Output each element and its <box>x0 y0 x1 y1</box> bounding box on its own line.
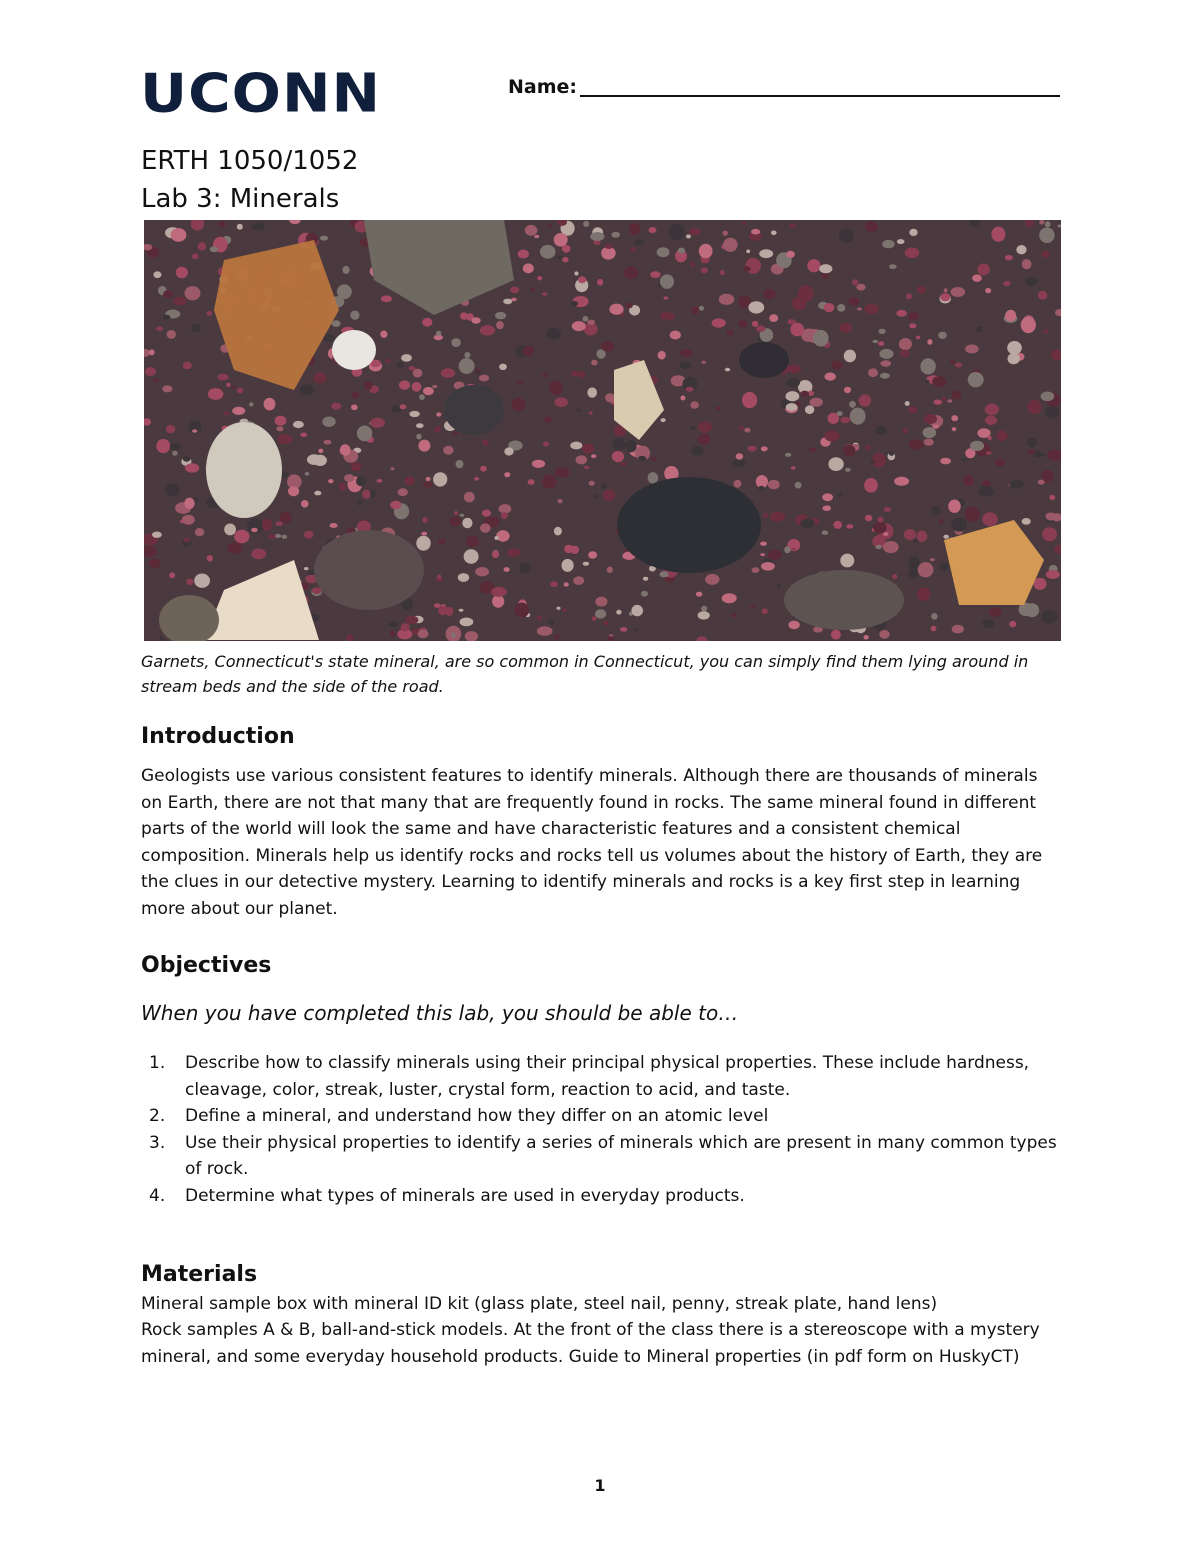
objectives-lead: When you have completed this lab, you should be able to… <box>141 1001 739 1025</box>
page-number: 1 <box>594 1476 606 1495</box>
materials-line-1: Mineral sample box with mineral ID kit (glass plate, steel nail, penny, streak plate, hand lens) <box>141 1294 938 1314</box>
name-label: Name: <box>508 76 578 98</box>
list-text: Determine what types of minerals are used in everyday products. <box>185 1185 745 1206</box>
name-field-line[interactable] <box>580 95 1060 97</box>
objectives-heading: Objectives <box>141 953 272 978</box>
list-number: 2. <box>149 1106 166 1126</box>
list-number: 4. <box>149 1185 166 1206</box>
list-item <box>141 1103 1061 1130</box>
garnet-photo <box>144 220 1061 641</box>
materials-line-2: Rock samples A & B, ball-and-stick models. At the front of the class there is a stereoscope with a mystery mineral, and some everyday household products. Guide to Mineral properties (in pdf form on HuskyCT) <box>141 1320 1040 1367</box>
garnet-gravel-image <box>144 220 1061 641</box>
list-text: Use their physical properties to identify a series of minerals which are present in many common types of rock. <box>185 1132 1057 1179</box>
list-item <box>141 1183 1061 1210</box>
list-item <box>141 1130 1061 1183</box>
list-number: 3. <box>149 1132 166 1153</box>
list-item <box>141 1050 1061 1103</box>
introduction-heading: Introduction <box>141 724 295 749</box>
page-title: Lab 3: Minerals <box>141 184 340 214</box>
photo-caption: Garnets, Connecticut's state mineral, are so common in Connecticut, you can simply find them lying around in stream beds and the side of the road. <box>141 652 1029 696</box>
uconn-logo: UCONN <box>140 62 382 125</box>
list-text: Define a mineral, and understand how they differ on an atomic level <box>185 1106 769 1126</box>
materials-heading: Materials <box>141 1262 258 1287</box>
objectives-list <box>141 1050 1061 1209</box>
course-code: ERTH 1050/1052 <box>141 146 359 176</box>
introduction-body: Geologists use various consistent features to identify minerals. Although there are thousands of minerals on Earth, there are not that many that are frequently found in rocks. The same mineral found in different parts of the world will look the same and have characteristic features and a consistent chemical composition. Minerals help us identify rocks and rocks tell us volumes about the history of Earth, they are the clues in our detective mystery. Learning to identify minerals and rocks is a key first step in learning more about our planet. <box>141 766 1043 919</box>
list-text: Describe how to classify minerals using their principal physical properties. These include hardness, cleavage, color, streak, luster, crystal form, reaction to acid, and taste. <box>185 1053 1030 1100</box>
list-number: 1. <box>149 1053 166 1073</box>
